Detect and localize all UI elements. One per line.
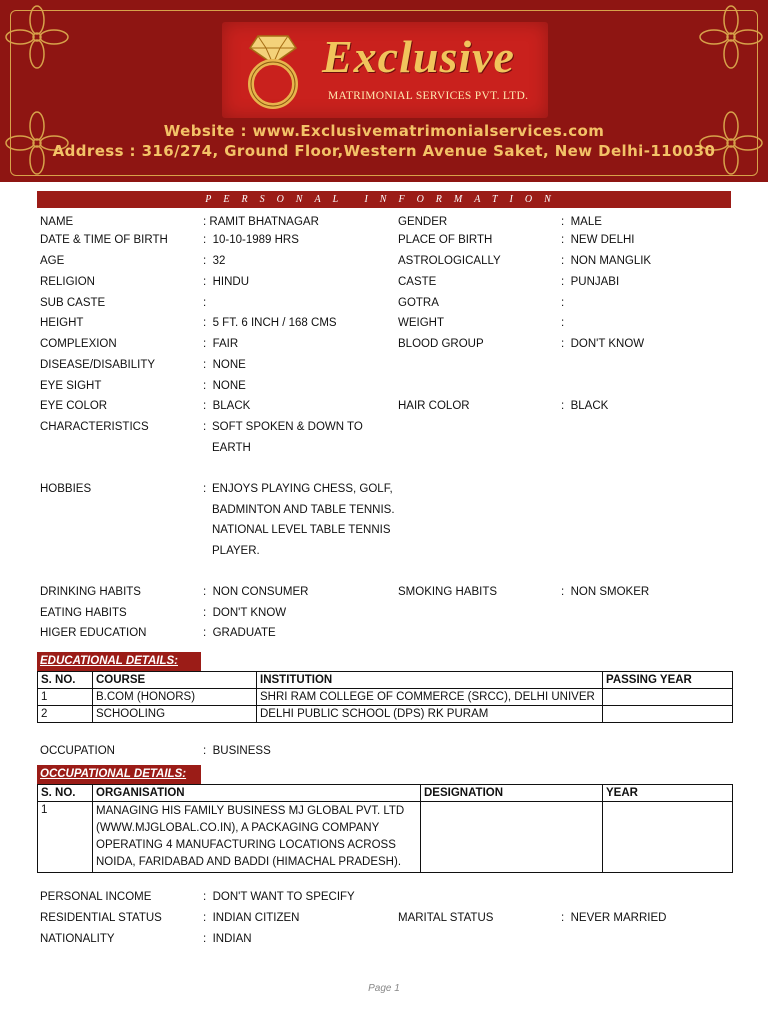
field-label: RESIDENTIAL STATUS (40, 912, 162, 924)
table-row (38, 802, 733, 873)
field-value: : NONE (203, 359, 246, 371)
field-label: OCCUPATION (40, 745, 115, 757)
column-header: S. NO. (38, 672, 93, 689)
field-label: DISEASE/DISABILITY (40, 359, 156, 371)
field-value: : DON'T KNOW (561, 338, 645, 350)
field-label: ASTROLOGICALLY (398, 255, 501, 267)
field-label: BLOOD GROUP (398, 338, 484, 350)
educational-details-label: EDUCATIONAL DETAILS: (37, 652, 201, 671)
field-value: : MALE (561, 216, 602, 228)
field-label: DATE & TIME OF BIRTH (40, 234, 168, 246)
brand-subtitle: MATRIMONIAL SERVICES PVT. LTD. (328, 90, 529, 102)
field-value: : INDIAN (203, 933, 252, 945)
table-cell: B.COM (HONORS) (93, 689, 257, 706)
field-value: : BUSINESS (203, 745, 271, 757)
field-value: : NON CONSUMER (203, 586, 309, 598)
table-header-row (38, 672, 733, 689)
field-label: HIGER EDUCATION (40, 627, 147, 639)
field-value: : 32 (203, 255, 226, 267)
flower-ornament-icon (696, 2, 766, 72)
field-value: : NON MANGLIK (561, 255, 652, 267)
field-value: : NON SMOKER (561, 586, 650, 598)
column-header: ORGANISATION (93, 785, 421, 802)
field-label: EATING HABITS (40, 607, 127, 619)
field-value: : GRADUATE (203, 627, 276, 639)
table-cell (603, 689, 733, 706)
column-header: INSTITUTION (257, 672, 603, 689)
field-label: AGE (40, 255, 65, 267)
field-value: : 5 FT. 6 INCH / 168 CMS (203, 317, 337, 329)
field-value: : RAMIT BHATNAGAR (203, 216, 319, 228)
field-label: COMPLEXION (40, 338, 117, 350)
field-label: GENDER (398, 216, 448, 228)
table-row (38, 689, 733, 706)
field-value: : PUNJABI (561, 276, 620, 288)
section-title-personal-info: PERSONAL INFORMATION (37, 191, 731, 208)
table-cell: SHRI RAM COLLEGE OF COMMERCE (SRCC), DELHI UNIVER (257, 689, 603, 706)
column-header: YEAR (603, 785, 733, 802)
field-value: : BLACK (203, 400, 251, 412)
field-label: HEIGHT (40, 317, 84, 329)
website-line: Website : www.Exclusivematrimonialservices.com (163, 122, 605, 140)
field-value: : BLACK (561, 400, 609, 412)
table-cell: MANAGING HIS FAMILY BUSINESS MJ GLOBAL PVT. LTD (WWW.MJGLOBAL.CO.IN), A PACKAGING COMPANY OPERATING 4 MANUFACTURING LOCATIONS ACROSS NOIDA, FARIDABAD AND BADDI (HIMACHAL PRADESH). (93, 802, 421, 873)
field-value: : NEW DELHI (561, 234, 635, 246)
field-label: WEIGHT (398, 317, 444, 329)
occupational-details-label: OCCUPATIONAL DETAILS: (37, 765, 201, 784)
field-value: : NEVER MARRIED (561, 912, 667, 924)
table-row (38, 706, 733, 723)
field-value: : 10-10-1989 HRS (203, 234, 299, 246)
field-label: SUB CASTE (40, 297, 106, 309)
field-label: SMOKING HABITS (398, 586, 498, 598)
field-label: HAIR COLOR (398, 400, 470, 412)
table-header-row (38, 785, 733, 802)
column-header: PASSING YEAR (603, 672, 733, 689)
column-header: DESIGNATION (421, 785, 603, 802)
field-value: : DON'T KNOW (203, 607, 287, 619)
brand-name: Exclusive (322, 31, 515, 82)
field-label: GOTRA (398, 297, 439, 309)
field-value: : FAIR (203, 338, 239, 350)
field-label: PLACE OF BIRTH (398, 234, 493, 246)
field-label: MARITAL STATUS (398, 912, 494, 924)
field-value: : (561, 297, 565, 309)
column-header: COURSE (93, 672, 257, 689)
field-value: : HINDU (203, 276, 250, 288)
field-label: EYE SIGHT (40, 380, 102, 392)
field-value: : DON'T WANT TO SPECIFY (203, 891, 355, 903)
table-cell (603, 802, 733, 873)
field-label: CASTE (398, 276, 437, 288)
field-label: PERSONAL INCOME (40, 891, 152, 903)
field-label: NAME (40, 216, 74, 228)
field-label: HOBBIES (40, 483, 92, 495)
field-value: : (561, 317, 565, 329)
field-label: RELIGION (40, 276, 95, 288)
table-cell: 1 (38, 689, 93, 706)
column-header: S. NO. (38, 785, 93, 802)
header-banner (0, 0, 768, 182)
field-label: NATIONALITY (40, 933, 115, 945)
field-label: DRINKING HABITS (40, 586, 141, 598)
field-value: : SOFT SPOKEN & DOWN TO EARTH (203, 421, 363, 454)
table-cell: DELHI PUBLIC SCHOOL (DPS) RK PURAM (257, 706, 603, 723)
field-value: : INDIAN CITIZEN (203, 912, 300, 924)
diamond-ring-icon (234, 28, 312, 112)
field-value: : NONE (203, 380, 246, 392)
address-line: Address : 316/274, Ground Floor,Western Avenue Saket, New Delhi-110030 (52, 142, 716, 160)
educational-table (37, 671, 733, 723)
flower-ornament-icon (2, 2, 72, 72)
field-label: CHARACTERISTICS (40, 421, 149, 433)
occupational-table (37, 784, 733, 873)
table-cell (421, 802, 603, 873)
brand-logo (222, 22, 548, 118)
table-cell: 2 (38, 706, 93, 723)
field-value: : (203, 297, 207, 309)
table-cell: SCHOOLING (93, 706, 257, 723)
field-value: : ENJOYS PLAYING CHESS, GOLF, BADMINTON AND TABLE TENNIS. NATIONAL LEVEL TABLE TENNIS PLAYER. (203, 483, 395, 558)
table-cell: 1 (38, 802, 93, 873)
page-number: Page 1 (368, 983, 400, 994)
table-cell (603, 706, 733, 723)
field-label: EYE COLOR (40, 400, 108, 412)
